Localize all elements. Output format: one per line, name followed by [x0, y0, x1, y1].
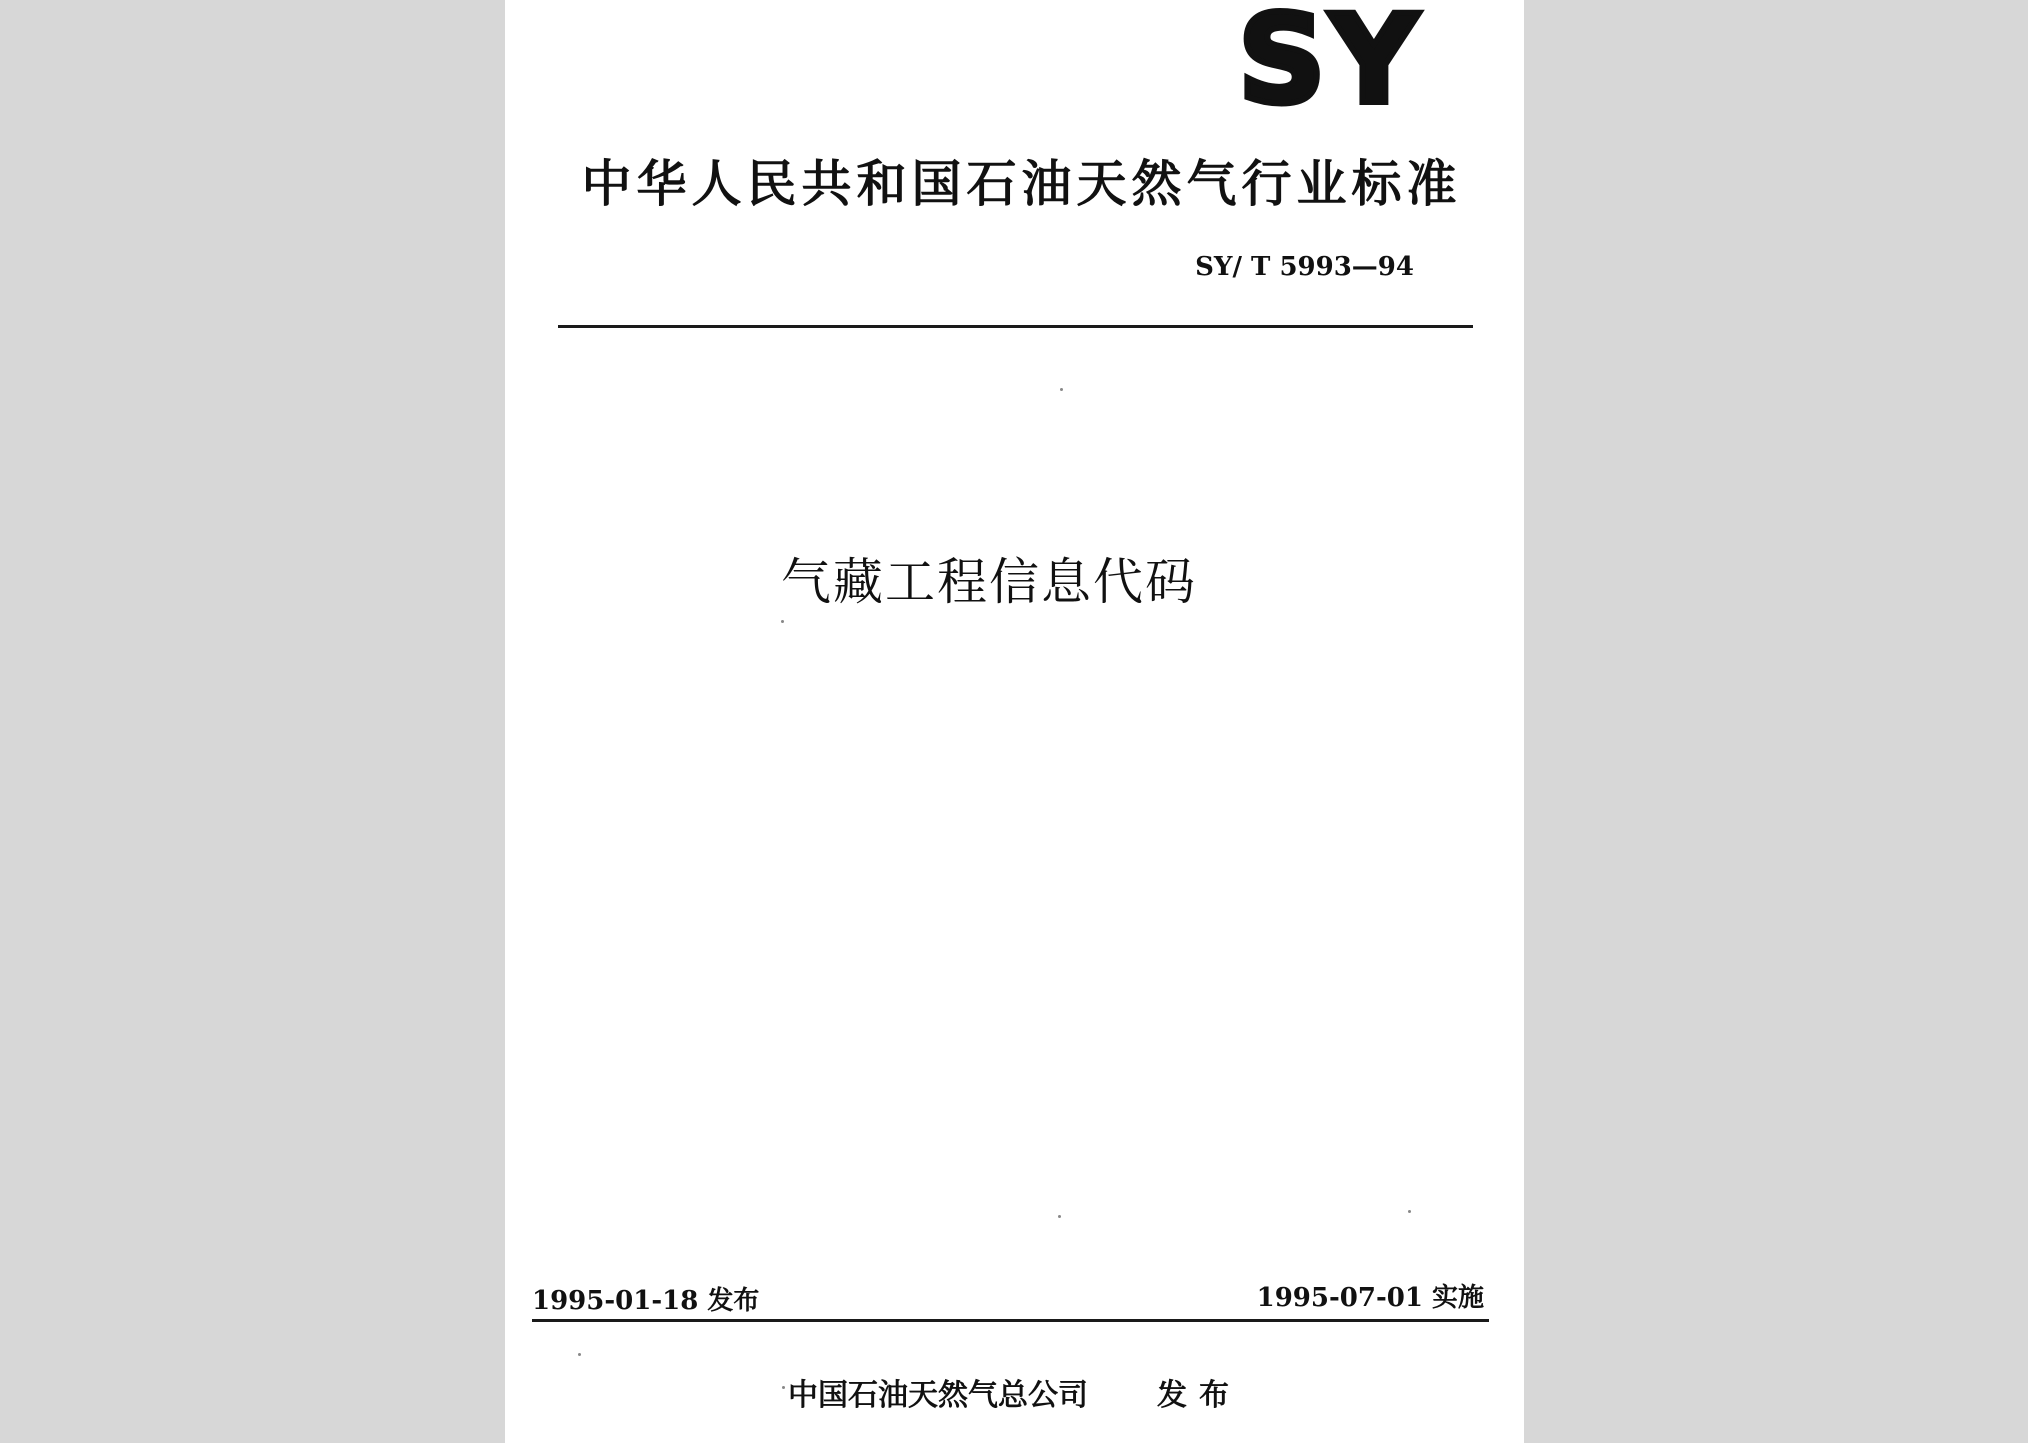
- publisher-name: 中国石油天然气总公司: [788, 1378, 1088, 1413]
- scan-speck: [578, 1353, 581, 1356]
- footer-divider: [532, 1319, 1489, 1322]
- release-date: 1995-01-18 发布: [532, 1286, 760, 1316]
- scan-speck: [1408, 1210, 1411, 1213]
- standard-number: SY/ T 5993—94: [1195, 252, 1414, 282]
- document-page: [505, 0, 1524, 1443]
- scan-speck: [782, 1386, 785, 1389]
- sy-logo: [1225, 2, 1435, 114]
- scan-speck: [781, 620, 784, 623]
- document-title: 气藏工程信息代码: [781, 553, 1197, 611]
- header-divider: [558, 325, 1473, 328]
- scan-speck: [1060, 388, 1063, 391]
- scan-speck: [1058, 1215, 1061, 1218]
- publish-label: 发布: [1157, 1378, 1241, 1413]
- effective-date: 1995-07-01 实施: [1256, 1283, 1484, 1313]
- svg-text:SY: SY: [1237, 2, 1423, 114]
- standard-category-title: 中华人民共和国石油天然气行业标准: [581, 155, 1462, 213]
